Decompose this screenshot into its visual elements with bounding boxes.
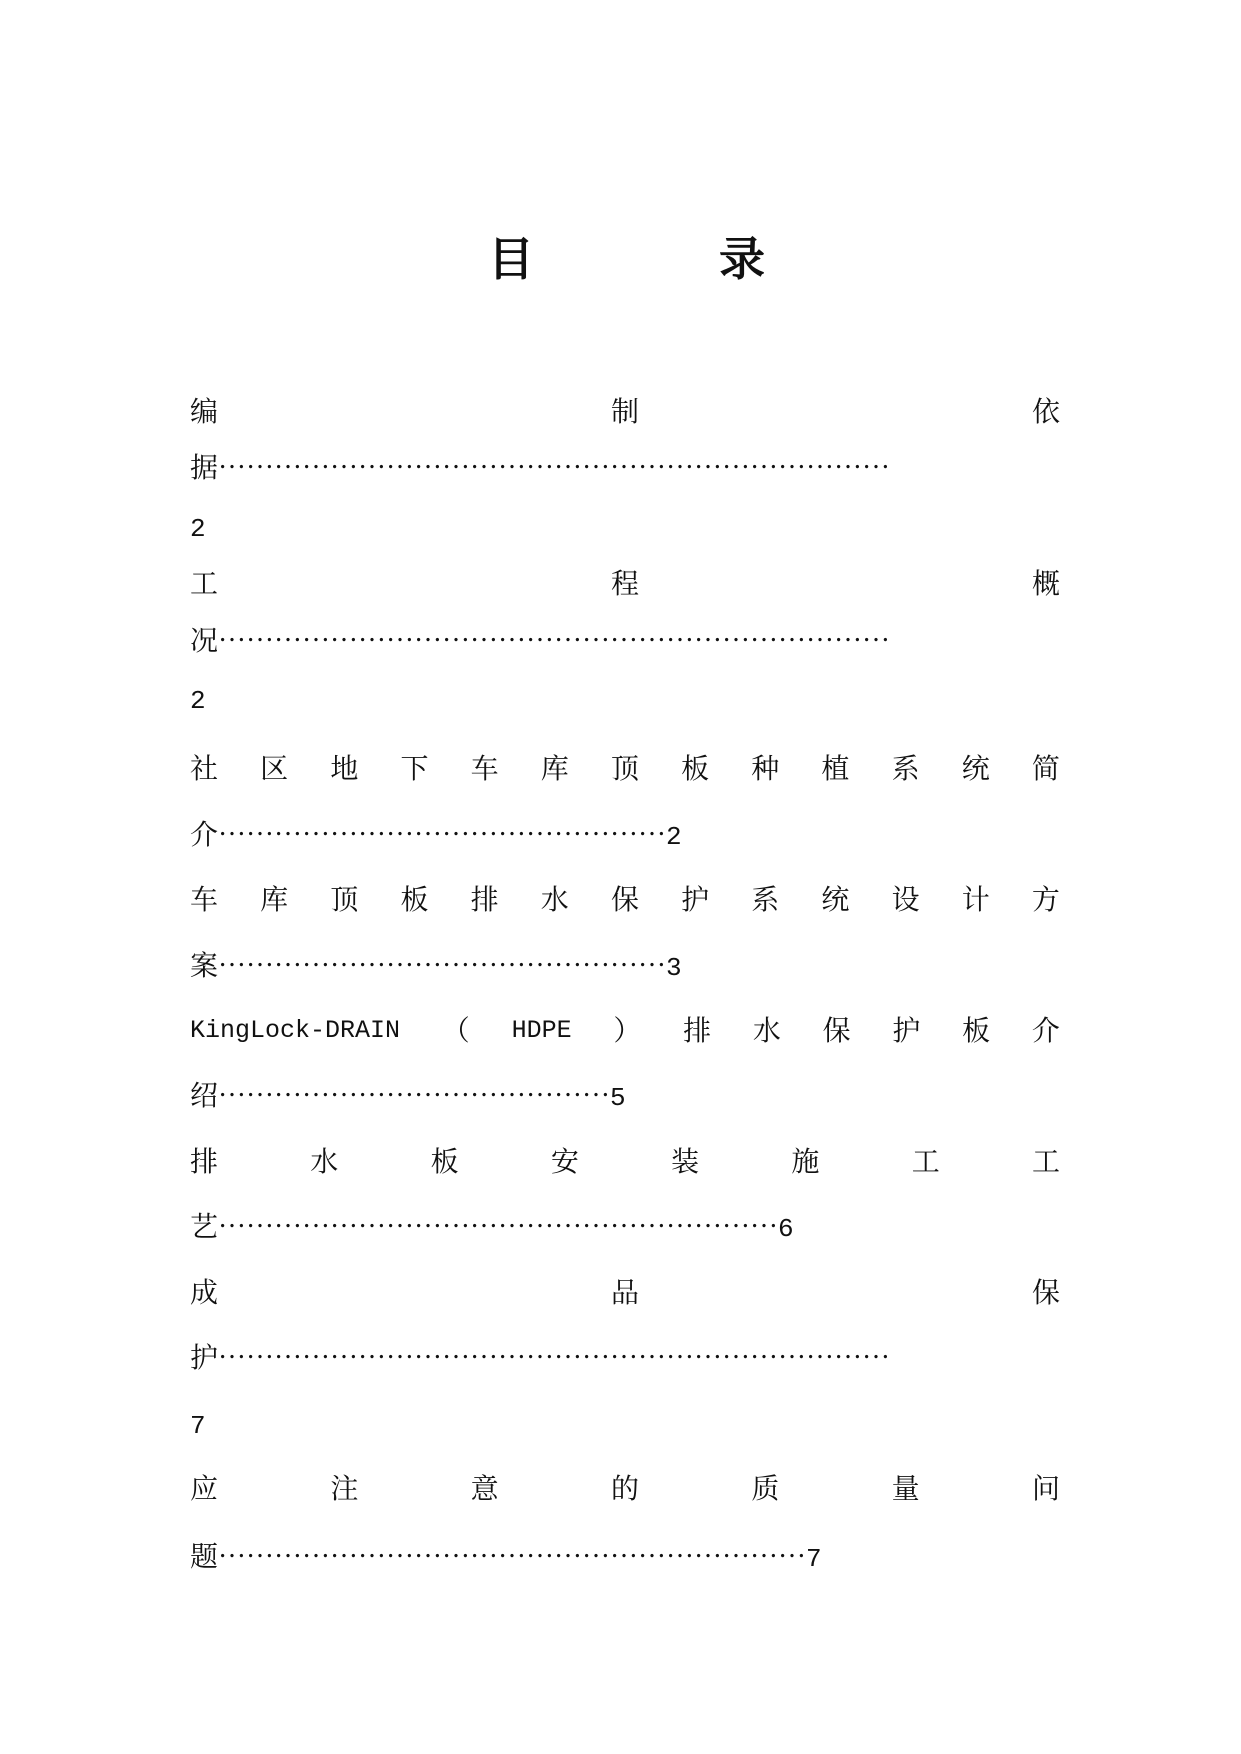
- toc-heading-char: 装: [671, 1145, 700, 1178]
- toc-entry-leader-line: [190, 444, 1060, 488]
- toc-heading-char: 排: [190, 1145, 219, 1178]
- toc-heading-char: 的: [610, 1472, 639, 1505]
- toc-entry-heading-line: [190, 1469, 1060, 1509]
- toc-entry-leader-line: [190, 1072, 1060, 1116]
- toc-heading-char: 水: [752, 1014, 781, 1047]
- toc-heading-char: 统: [961, 752, 990, 785]
- toc-heading-char: 安: [550, 1145, 579, 1178]
- toc-heading-word: KingLock-DRAIN: [190, 1016, 401, 1045]
- toc-heading-continuation: 护: [190, 1341, 219, 1374]
- toc-heading-char: 保: [822, 1014, 851, 1047]
- toc-title: [0, 229, 1241, 289]
- toc-heading-char: 排: [683, 1014, 712, 1047]
- toc-heading-continuation: 题: [190, 1540, 219, 1573]
- toc-leader: ……………………………………: [218, 1072, 611, 1103]
- toc-heading-char: 质: [751, 1472, 780, 1505]
- toc-heading-char: 制: [610, 395, 639, 428]
- toc-heading-char: 品: [610, 1276, 639, 1309]
- toc-heading-char: 区: [260, 752, 289, 785]
- toc-entry-page-line: [190, 679, 1060, 719]
- toc-heading-char: 护: [681, 883, 710, 916]
- toc-heading-char: 库: [260, 883, 289, 916]
- toc-heading-char: 介: [1031, 1014, 1060, 1047]
- toc-entry-leader-line: [190, 1203, 1060, 1247]
- toc-page-number: 7: [190, 1411, 206, 1441]
- toc-page-number: 2: [190, 514, 206, 544]
- toc-heading-char: 设: [891, 883, 920, 916]
- toc-heading-char: （: [441, 1014, 470, 1047]
- toc-heading-char: 板: [400, 883, 429, 916]
- toc-heading-char: 工: [1031, 1145, 1060, 1178]
- toc-leader: ………………………………………………………………: [218, 444, 891, 475]
- toc-heading-continuation: 案: [190, 949, 219, 982]
- toc-heading-continuation: 绍: [190, 1079, 219, 1112]
- toc-heading-char: 护: [892, 1014, 921, 1047]
- toc-page-number: 2: [666, 822, 682, 852]
- toc-heading-char: 量: [891, 1472, 920, 1505]
- toc-heading-char: 工: [190, 567, 219, 600]
- toc-heading-char: 保: [1031, 1276, 1060, 1309]
- toc-heading-char: 水: [540, 883, 569, 916]
- toc-heading-char: 编: [190, 395, 219, 428]
- toc-heading-char: 程: [610, 567, 639, 600]
- toc-heading-char: 系: [891, 752, 920, 785]
- toc-heading-char: 顶: [330, 883, 359, 916]
- toc-title-char: 录: [719, 232, 765, 286]
- toc-heading-char: 成: [190, 1276, 219, 1309]
- toc-page-number: 6: [778, 1214, 794, 1244]
- toc-heading-char: 排: [470, 883, 499, 916]
- toc-heading-continuation: 艺: [190, 1210, 219, 1243]
- toc-heading-char: 地: [330, 752, 359, 785]
- toc-heading-char: 植: [821, 752, 850, 785]
- toc-heading-continuation: 介: [190, 818, 219, 851]
- toc-heading-char: 库: [540, 752, 569, 785]
- toc-heading-char: 工: [911, 1145, 940, 1178]
- toc-heading-char: 板: [962, 1014, 991, 1047]
- toc-heading-char: 应: [190, 1472, 219, 1505]
- toc-leader: …………………………………………: [218, 811, 667, 842]
- toc-heading-char: 意: [470, 1472, 499, 1505]
- toc-heading-continuation: 据: [190, 451, 219, 484]
- toc-heading-char: 车: [470, 752, 499, 785]
- toc-heading-char: 保: [610, 883, 639, 916]
- toc-entry-heading-line: [190, 1142, 1060, 1182]
- toc-title-char: 目: [488, 232, 534, 286]
- toc-heading-char: 注: [330, 1472, 359, 1505]
- toc-leader: …………………………………………: [218, 942, 667, 973]
- toc-entry-heading-line: [190, 749, 1060, 789]
- toc-heading-char: 统: [821, 883, 850, 916]
- toc-leader: ………………………………………………………………: [218, 617, 891, 648]
- toc-heading-continuation: 况: [190, 624, 219, 657]
- toc-page-number: 5: [610, 1083, 626, 1113]
- toc-leader: ………………………………………………………………: [218, 1334, 891, 1365]
- toc-entry-leader-line: [190, 617, 1060, 661]
- toc-entry-heading-line: [190, 1011, 1060, 1051]
- toc-entry-leader-line: [190, 1533, 1060, 1577]
- toc-heading-char: 依: [1031, 395, 1060, 428]
- toc-entry-page-line: [190, 507, 1060, 547]
- toc-page-number: 7: [806, 1544, 822, 1574]
- toc-entry-leader-line: [190, 942, 1060, 986]
- toc-heading-char: 施: [791, 1145, 820, 1178]
- toc-leader: ………………………………………………………: [218, 1533, 807, 1564]
- toc-entry-leader-line: [190, 811, 1060, 855]
- toc-heading-char: 社: [190, 752, 219, 785]
- toc-heading-word: HDPE: [511, 1016, 572, 1045]
- toc-heading-char: 板: [430, 1145, 459, 1178]
- toc-heading-char: 方: [1031, 883, 1060, 916]
- toc-heading-char: 概: [1031, 567, 1060, 600]
- toc-heading-char: 种: [751, 752, 780, 785]
- toc-heading-char: 下: [400, 752, 429, 785]
- toc-page-number: 2: [190, 686, 206, 716]
- toc-entry-heading-line: [190, 564, 1060, 604]
- toc-leader: ……………………………………………………: [218, 1203, 779, 1234]
- toc-entry-leader-line: [190, 1334, 1060, 1378]
- toc-heading-char: 车: [190, 883, 219, 916]
- toc-heading-char: ）: [613, 1014, 642, 1047]
- toc-heading-char: 水: [310, 1145, 339, 1178]
- toc-heading-char: 系: [751, 883, 780, 916]
- toc-heading-char: 问: [1031, 1472, 1060, 1505]
- toc-entry-heading-line: [190, 1273, 1060, 1313]
- toc-entry-heading-line: [190, 880, 1060, 920]
- toc-page-number: 3: [666, 953, 682, 983]
- toc-heading-char: 简: [1031, 752, 1060, 785]
- toc-heading-char: 板: [681, 752, 710, 785]
- toc-heading-char: 顶: [610, 752, 639, 785]
- toc-heading-char: 计: [961, 883, 990, 916]
- toc-entry-heading-line: [190, 392, 1060, 432]
- toc-entry-page-line: [190, 1404, 1060, 1444]
